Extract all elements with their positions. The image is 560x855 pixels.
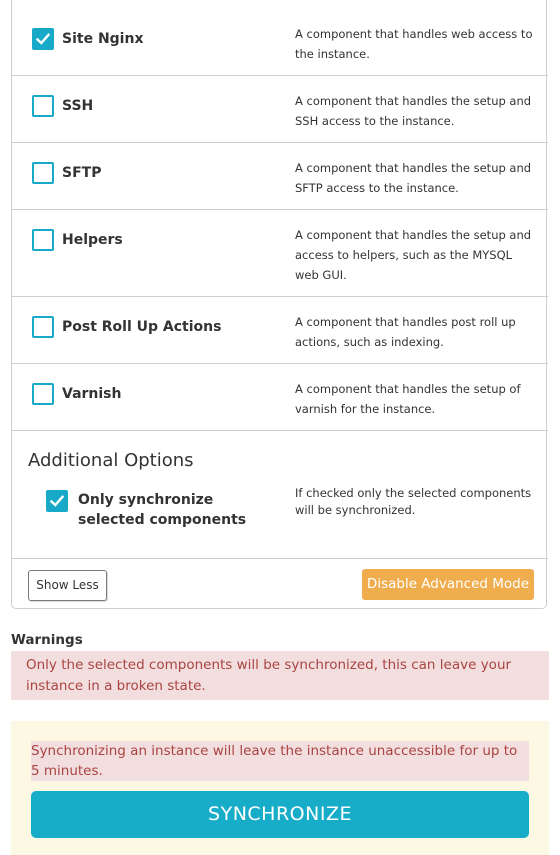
component-row-varnish	[12, 364, 548, 431]
component-name: SFTP	[62, 165, 102, 181]
component-description: A component that handles the setup and SFTP access to the instance.	[295, 161, 532, 195]
post-roll-up-actions-checkbox[interactable]	[32, 316, 54, 338]
helpers-checkbox[interactable]	[32, 229, 54, 251]
checkmark-icon	[35, 31, 51, 47]
warning-message: Only the selected components will be synchronized, this can leave your instance in a broken state.	[11, 651, 549, 700]
component-name: Helpers	[62, 232, 123, 248]
only-selected-description: If checked only the selected components will be synchronized.	[295, 486, 532, 517]
checkmark-icon	[49, 493, 65, 509]
component-row-post-roll-up-actions	[12, 297, 548, 364]
component-description: A component that handles post roll up actions, such as indexing.	[295, 315, 516, 349]
component-description: A component that handles the setup and access to helpers, such as the MYSQL web GUI.	[295, 228, 532, 282]
varnish-checkbox[interactable]	[32, 383, 54, 405]
component-row-helpers	[12, 210, 548, 297]
ssh-checkbox[interactable]	[32, 95, 54, 117]
component-description: A component that handles web access to the instance.	[295, 27, 533, 61]
component-name: SSH	[62, 98, 94, 114]
component-name: Post Roll Up Actions	[62, 319, 222, 335]
only-selected-label[interactable]: Only synchronize selected components	[78, 492, 247, 528]
synchronize-button[interactable]: SYNCHRONIZE	[31, 791, 529, 838]
additional-options-title: Additional Options	[28, 450, 194, 471]
panel-footer	[12, 558, 548, 608]
component-row-ssh	[12, 76, 548, 143]
component-row-site-nginx	[12, 0, 548, 76]
warnings-title: Warnings	[11, 632, 83, 648]
component-name: Varnish	[62, 386, 122, 402]
synchronize-panel	[11, 721, 549, 855]
component-description: A component that handles the setup of varnish for the instance.	[295, 382, 521, 416]
component-description: A component that handles the setup and SSH access to the instance.	[295, 94, 532, 128]
show-less-button[interactable]: Show Less	[28, 570, 107, 601]
components-panel	[11, 0, 547, 609]
site-nginx-checkbox[interactable]	[32, 28, 54, 50]
component-row-sftp	[12, 143, 548, 210]
component-name: Site Nginx	[62, 31, 144, 47]
only-selected-checkbox[interactable]	[46, 490, 68, 512]
sftp-checkbox[interactable]	[32, 162, 54, 184]
sync-notice: Synchronizing an instance will leave the instance unaccessible for up to 5 minutes.	[31, 741, 529, 781]
disable-advanced-mode-button[interactable]: Disable Advanced Mode	[362, 569, 534, 600]
